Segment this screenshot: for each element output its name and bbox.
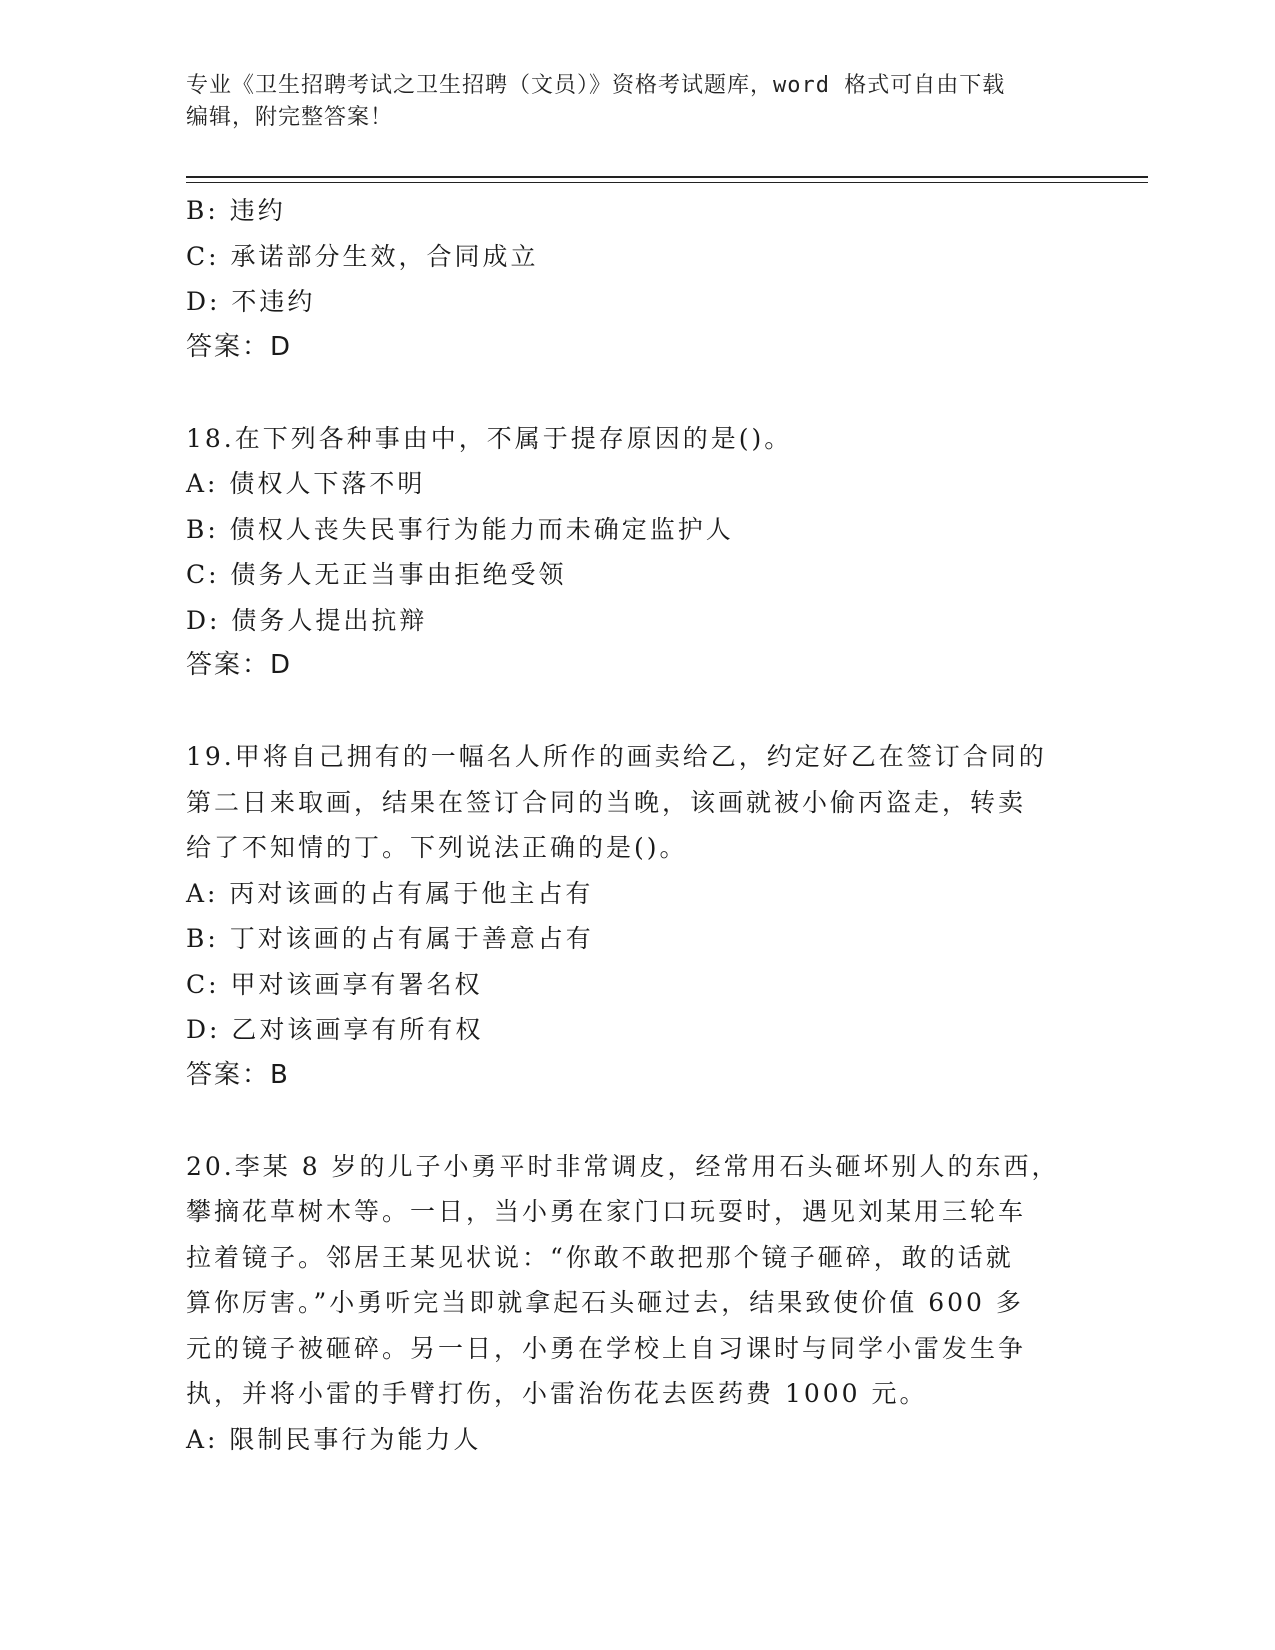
question-list: [186, 188, 1086, 1462]
option-a: A: 丙对该画的占有属于他主占有: [186, 878, 594, 908]
question-stem-line-1: 19.甲将自己拥有的一幅名人所作的画卖给乙，约定好乙在签订合同的: [186, 742, 1047, 771]
document-header: [186, 70, 1066, 134]
answer: 答案：D: [186, 331, 293, 362]
question-stem-line-3: 给了不知情的丁。下列说法正确的是()。: [186, 833, 688, 862]
question-18: [186, 416, 1086, 689]
option-a: A: 债权人下落不明: [186, 469, 426, 498]
question-stem-line-2: 攀摘花草树木等。一日，当小勇在家门口玩耍时，遇见刘某用三轮车: [186, 1197, 1027, 1226]
spacer: [186, 370, 1086, 416]
answer: 答案：D: [186, 650, 293, 680]
option-c: C: 甲对该画享有署名权: [186, 969, 483, 999]
question-17: [186, 188, 1086, 370]
question-stem-line-1: 20.李某 8 岁的儿子小勇平时非常调皮，经常用石头砸坏别人的东西，: [186, 1151, 1060, 1181]
question-20: [186, 1144, 1086, 1463]
question-stem-line-6: 执，并将小雷的手臂打伤，小雷治伤花去医药费 1000 元。: [186, 1379, 928, 1408]
spacer: [186, 689, 1086, 735]
header-divider-thin: [186, 182, 1148, 183]
question-stem-line-4: 算你厉害。”小勇听完当即就拿起石头砸过去，结果致使价值 600 多: [186, 1288, 1024, 1317]
question-19: [186, 734, 1086, 1098]
option-a: A: 限制民事行为能力人: [186, 1424, 482, 1454]
option-d: D: 乙对该画享有所有权: [186, 1015, 484, 1044]
question-stem: 18.在下列各种事由中，不属于提存原因的是()。: [186, 423, 793, 453]
option-c: C: 债务人无正当事由拒绝受领: [186, 560, 567, 589]
option-d: D: 不违约: [186, 287, 316, 316]
option-b: B: 违约: [186, 196, 286, 225]
option-b: B: 丁对该画的占有属于善意占有: [186, 924, 594, 953]
option-b: B: 债权人丧失民事行为能力而未确定监护人: [186, 514, 734, 544]
question-stem-line-2: 第二日来取画，结果在签订合同的当晚，该画就被小偷丙盗走，转卖: [186, 787, 1027, 817]
header-divider-thick: [186, 176, 1148, 178]
option-d: D: 债务人提出抗辩: [186, 605, 428, 635]
question-stem-line-5: 元的镜子被砸碎。另一日，小勇在学校上自习课时与同学小雷发生争: [186, 1333, 1027, 1363]
option-c: C: 承诺部分生效，合同成立: [186, 241, 539, 271]
spacer: [186, 1098, 1086, 1144]
header-line-1: 专业《卫生招聘考试之卫生招聘（文员）》资格考试题库，word 格式可自由下载: [186, 73, 1006, 98]
answer: 答案：B: [186, 1059, 290, 1090]
header-line-2: 编辑，附完整答案！: [186, 105, 394, 130]
question-stem-line-3: 拉着镜子。邻居王某见状说：“你敢不敢把那个镜子砸碎，敢的话就: [186, 1242, 1014, 1272]
